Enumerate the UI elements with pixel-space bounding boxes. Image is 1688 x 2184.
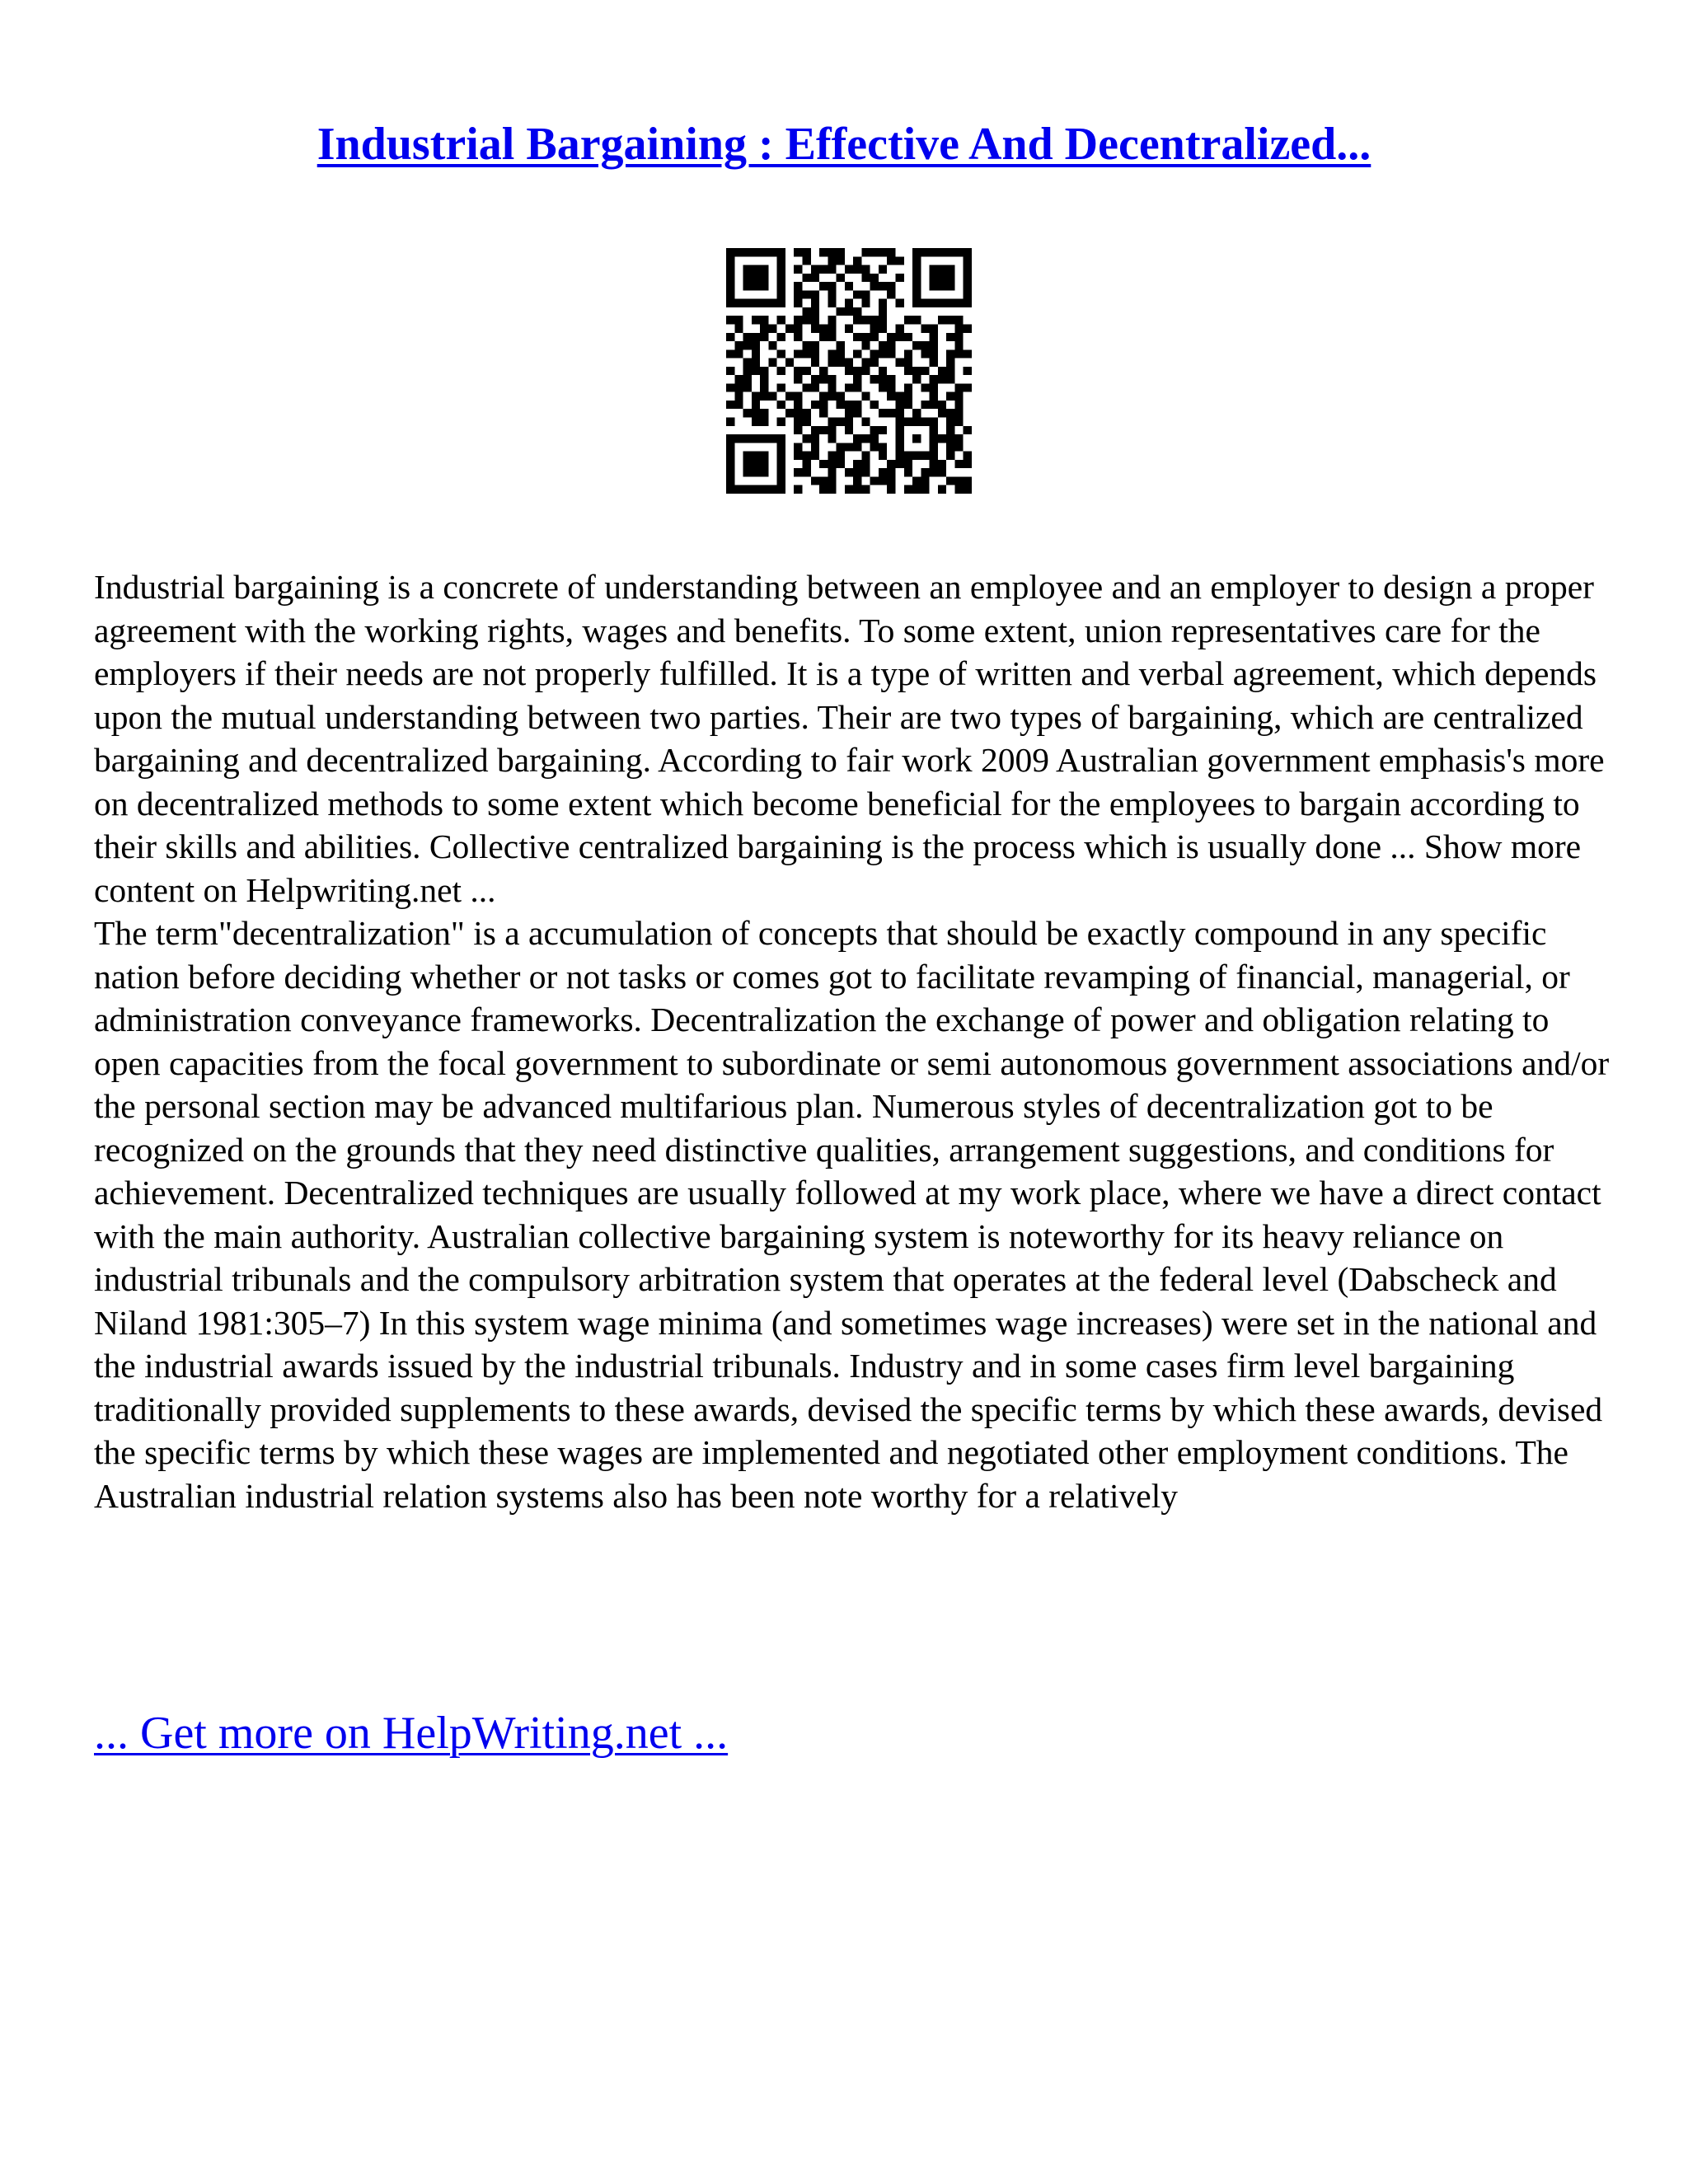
article-body (94, 565, 1611, 1517)
page-title (0, 115, 1688, 173)
get-more-link[interactable]: ... Get more on HelpWriting.net ... (94, 1708, 729, 1759)
paragraph-2: The term"decentralization" is a accumulation of concepts that should be exactly compound in any specific nation before deciding whether or not tasks or comes got to facilitate revamping of financial, managerial, or administration conveyance frameworks. Decentralization the exchange of power and obligation relating to open capacities from the focal government to subordinate or semi autonomous government associations and/or the personal section may be advanced multifarious plan. Numerous styles of decentralization got to be recognized on the grounds that they need distinctive qualities, arrangement suggestions, and conditions for achievement. Decentralized techniques are usually followed at my work place, where we have a direct contact with the main authority. Australian collective bargaining system is noteworthy for its heavy reliance on industrial tribunals and the compulsory arbitration system that operates at the federal level (Dabscheck and Niland 1981:305–7) In this system wage minima (and sometimes wage increases) were set in the national and the industrial awards issued by the industrial tribunals. Industry and in some cases firm level bargaining traditionally provided supplements to these awards, devised the specific terms by which these awards, devised the specific terms by which these wages are implemented and negotiated other employment conditions. The Australian industrial relation systems also has been note worthy for a relatively (94, 914, 1610, 1515)
qr-code-icon (726, 248, 972, 494)
title-link[interactable]: Industrial Bargaining : Effective And Decentralized... (316, 119, 1372, 170)
get-more-section (94, 1704, 728, 1762)
paragraph-1: Industrial bargaining is a concrete of understanding between an employee and an employer to design a proper agreement with the working rights, wages and benefits. To some extent, union representatives care for the employers if their needs are not properly fulfilled. It is a type of written and verbal agreement, which depends upon the mutual understanding between two parties. Their are two types of bargaining, which are centralized bargaining and decentralized bargaining. According to fair work 2009 Australian government emphasis's more on decentralized methods to some extent which become beneficial for the employees to bargain according to their skills and abilities. Collective centralized bargaining is the process which is usually done ... Show more content on Helpwriting.net ... (94, 568, 1605, 909)
